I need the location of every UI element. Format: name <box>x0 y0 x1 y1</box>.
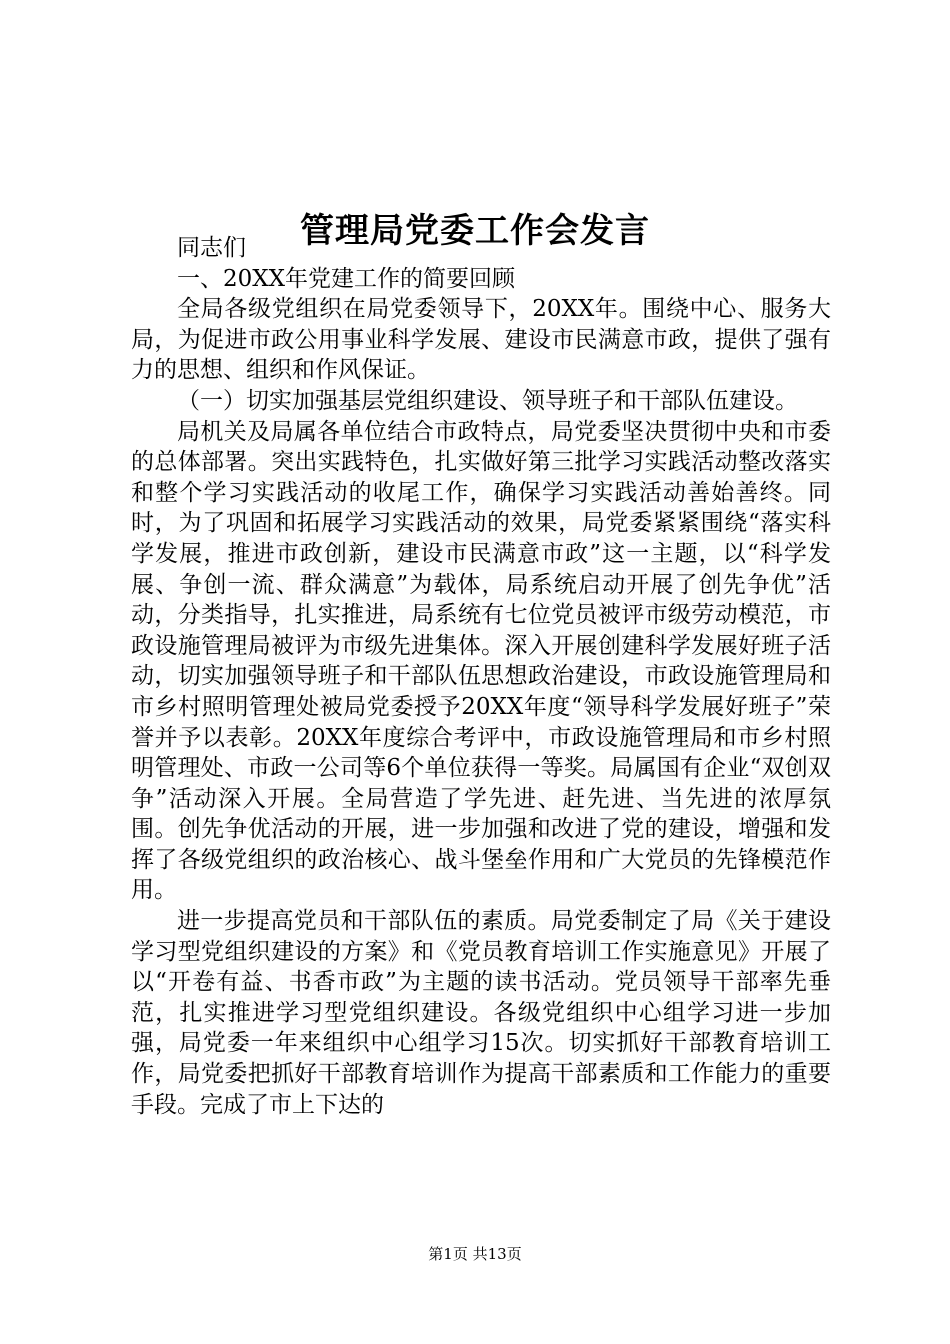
paragraph-salutation: 同志们 <box>177 235 246 261</box>
paragraph-body: 进一步提高党员和干部队伍的素质。局党委制定了局《关于建设学习型党组织建设的方案》和《党员教育培训工作实施意见》开展了以“开卷有益、书香市政”为主题的读书活动。党员领导干部率先垂范，扎实推进学习型党组织建设。各级党组织中心组学习进一步加强，局党委一年来组织中心组学习15次。切实抓好干部教育培训工作，局党委把抓好干部教育培训作为提高干部素质和工作能力的重要手段。完成了市上下达的 <box>131 908 831 1118</box>
document-title: 管理局党委工作会发言 <box>300 210 650 251</box>
document-body <box>131 233 831 1120</box>
paragraph-body: 局机关及局属各单位结合市政特点，局党委坚决贯彻中央和市委的总体部署。突出实践特色，扎实做好第三批学习实践活动整改落实和整个学习实践活动的收尾工作，确保学习实践活动善始善终。同时，为了巩固和拓展学习实践活动的效果，局党委紧紧围绕“落实科学发展，推进市政创新，建设市民满意市政”这一主题，以“科学发展、争创一流、群众满意”为载体，局系统启动开展了创先争优”活动，分类指导，扎实推进，局系统有七位党员被评市级劳动模范，市政设施管理局被评为市级先进集体。深入开展创建科学发展好班子活动，切实加强领导班子和干部队伍思想政治建设，市政设施管理局和市乡村照明管理处被局党委授予20XX年度“领导科学发展好班子”荣誉并予以表彰。20XX年度综合考评中，市政设施管理局和市乡村照明管理处、市政一公司等6个单位获得一等奖。局属国有企业“双创双争”活动深入开展。全局营造了学先进、赶先进、当先进的浓厚氛围。创先争优活动的开展，进一步加强和改进了党的建设，增强和发挥了各级党组织的政治核心、战斗堡垒作用和广大党员的先锋模范作用。 <box>131 418 831 904</box>
paragraph-section-heading: 一、20XX年党建工作的简要回顾 <box>177 265 516 292</box>
paragraph-subsection-heading: （一）切实加强基层党组织建设、领导班子和干部队伍建设。 <box>177 387 798 414</box>
page-footer: 第1页 共13页 <box>428 1245 522 1263</box>
paragraph-intro: 全局各级党组织在局党委领导下，20XX年。围绕中心、服务大局，为促进市政公用事业科学发展、建设市民满意市政，提供了强有力的思想、组织和作风保证。 <box>131 296 831 384</box>
